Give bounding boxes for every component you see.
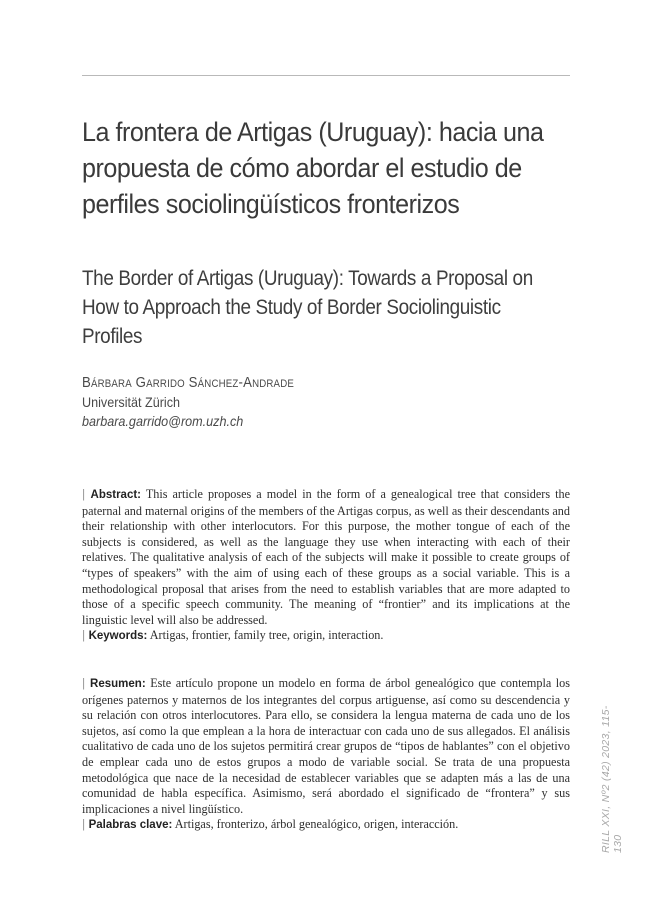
palabras-clave-text: Artigas, fronterizo, árbol genealógico, origen, interacción. [174,817,459,832]
palabras-clave-marker: | [82,817,89,832]
top-rule [82,75,570,76]
resumen-label: Resumen: [90,678,146,690]
author-name: Bárbara Garrido Sánchez-Andrade [82,374,294,391]
keywords-text: Artigas, frontier, family tree, origin, interaction. [149,628,384,643]
author-email[interactable]: barbara.garrido@rom.uzh.ch [82,413,244,429]
author-affiliation: Universität Zürich [82,394,181,410]
abstract-marker: | [82,487,91,501]
abstract-label: Abstract: [90,489,142,501]
resumen-section [82,676,570,834]
resumen-marker: | [82,676,91,690]
article-title-english: The Border of Artigas (Uruguay): Towards a Proposal on How to Approach the Study of Border Sociolinguistic Profiles [82,267,533,348]
keywords-marker: | [82,628,89,643]
abstract-section [82,487,570,645]
article-title-spanish: La frontera de Artigas (Uruguay): hacia una propuesta de cómo abordar el estudio de perfiles sociolingüísticos fronterizos [82,117,544,219]
keywords-label: Keywords: [88,630,148,643]
abstract-text: This article proposes a model in the form of a genealogical tree that considers the paternal and maternal origins of the members of the Artigas corpus, as well as their descendants and their relationship with other interlocutors. For this purpose, the mother tongue of each of the subjects is considered, as well as the language they use when interacting with each of their relatives. The qualitative analysis of each of the subjects will make it possible to create groups of “types of speakers” with the aim of using each of these groups as a social variable. This is a methodological proposal that arises from the need to establish variables that are more adapted to those of a specific speech community. The meaning of “frontier” and its implications at the linguistic level will also be addressed. [82,487,570,627]
palabras-clave-label: Palabras clave: [88,819,173,832]
palabras-clave-line [82,817,570,834]
keywords-line [82,628,570,645]
resumen-text: Este artículo propone un modelo en forma de árbol genealógico que contempla los orígenes paternos y maternos de los integrantes del corpus artiguense, así como su descendencia y su relación con otros interlocutores. Para ello, se considera la lengua materna de cada uno de los sujetos, así como la que emplean a la hora de interactuar con cada uno de sus allegados. El análisis cualitativo de cada uno de los sujetos permitirá crear grupos de “tipos de hablantes” con el objetivo de emplear cada uno de estos grupos a modo de variable social. Se trata de una propuesta metodológica que nace de la necesidad de establecer variables que se adapten más a las de una comunidad de habla específica. Asimismo, será abordado el significado de “frontera” y sus implicaciones a nivel lingüístico. [82,676,571,816]
journal-sidebar-citation: RILL XXI, Nº2 (42) 2023, 115-130 [600,705,624,853]
